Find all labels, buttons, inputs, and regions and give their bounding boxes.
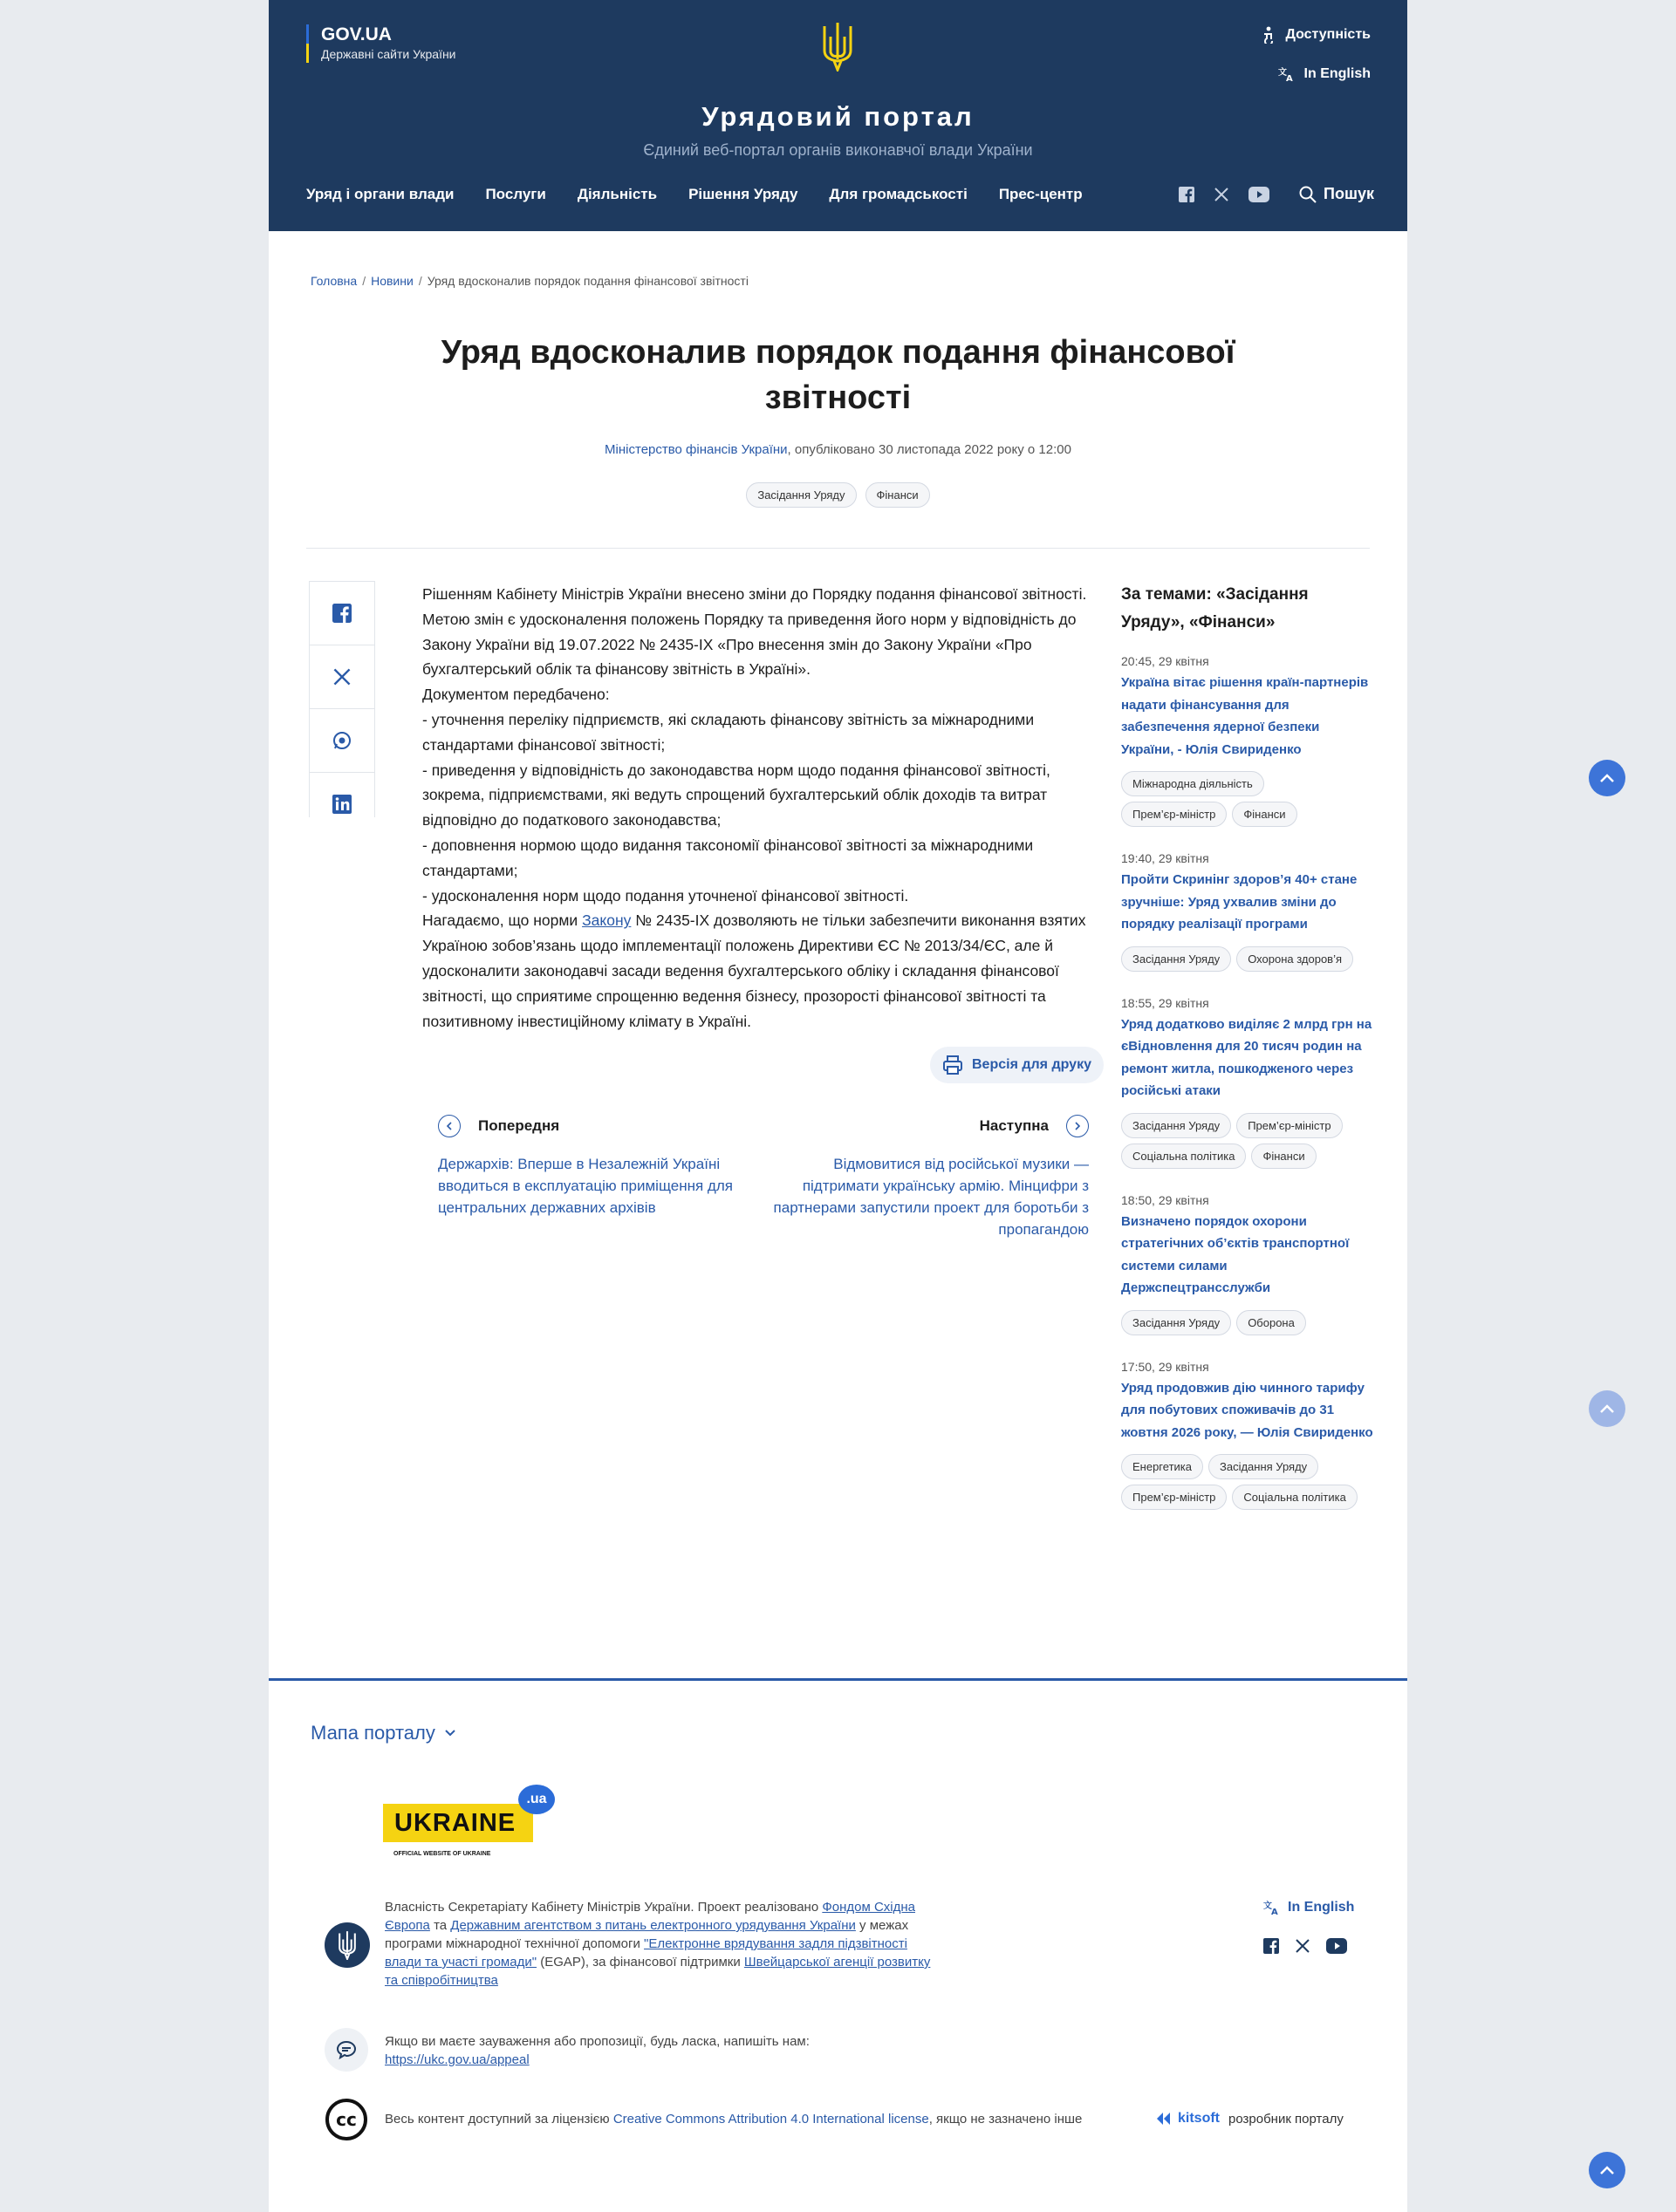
breadcrumb: Головна / Новини / Уряд вдосконалив порядок подання фінансової звітності [311,274,749,288]
nav-item-activity[interactable]: Діяльність [577,186,658,202]
ownership-part: у межах програми міжнародної технічної допомоги [385,1918,909,1951]
english-link[interactable] [1261,62,1371,86]
article-paragraph: Рішенням Кабінету Міністрів України внесено зміни до Порядку подання фінансової звітності. [422,585,1087,603]
main-nav [306,186,1083,203]
article-paragraph [422,908,1094,1034]
ukraine-ua-logo[interactable] [383,1785,566,1863]
egap-program-link[interactable]: "Електронне врядування задля підзвітності влади та участі громади" [385,1936,907,1970]
article-published: , опубліковано 30 листопада 2022 року о 12:00 [787,442,1071,457]
govua-title: GOV.UA [321,24,392,44]
news-title-link[interactable]: Уряд додатково виділяє 2 млрд грн на єВідновлення для 20 тисяч родин на ремонт житла, пошкодженого через російські атаки [1121,1016,1372,1098]
nav-item-press[interactable]: Прес-центр [998,186,1083,202]
nav-item-decisions[interactable]: Рішення Уряду [688,186,798,202]
govua-link[interactable] [306,24,456,63]
news-time: 18:50, 29 квітня [1121,1192,1209,1207]
article-paragraph: - уточнення переліку підприємств, які складають фінансову звітність за міжнародними стандартами фінансової звітності; [422,710,1035,754]
news-tag[interactable]: Прем’єр-міністр [1236,1113,1342,1138]
facebook-icon[interactable] [1179,187,1194,202]
cc-license-link[interactable]: Creative Commons Attribution 4.0 International license [612,2112,929,2127]
news-title-link[interactable]: Пройти Скринінг здоров’я 40+ стане зручніше: Уряд ухвалив зміни до порядку реалізації програми [1121,872,1358,932]
sitemap-toggle[interactable] [311,1722,456,1744]
creative-commons-icon [325,2098,368,2141]
news-tag[interactable]: Засідання Уряду [1208,1454,1318,1479]
article-paragraph: - приведення у відповідність до законодавства норм щодо подання фінансової звітності, зокрема, підприємствами, які ведуть спрощений бухгалтерський облік доходів та витрат відповідно до податкового законодавства; [422,761,1050,830]
chevron-right-icon [1066,1115,1089,1137]
news-item [1121,1193,1374,1335]
footer-english-label: In English [1288,1900,1355,1915]
news-time: 18:55, 29 квітня [1121,995,1209,1010]
developer-label: розробник порталу [1228,2111,1344,2127]
news-time: 19:40, 29 квітня [1121,851,1209,865]
share-linkedin[interactable] [310,773,374,817]
news-item [1121,996,1374,1169]
share-whatsapp[interactable] [310,709,374,773]
logo-badge: .ua [518,1785,555,1814]
article-tags [269,482,1407,508]
facebook-icon[interactable] [1263,1938,1279,1954]
english-label: In English [1303,66,1371,81]
license-text [385,2112,1082,2127]
chevron-up-icon [1599,773,1615,783]
accessibility-link[interactable] [1261,23,1371,47]
prev-article-header[interactable] [438,1115,559,1137]
article-title: Уряд вдосконалив порядок подання фінансової звітності [441,334,1235,416]
breadcrumb-current: Уряд вдосконалив порядок подання фінансової звітності [427,274,749,288]
ownership-text [385,1898,943,1990]
developer-credit [1157,2111,1344,2127]
news-tag[interactable]: Фінанси [1251,1144,1316,1169]
logo-subtext: OFFICIAL WEBSITE OF UKRAINE [393,1851,491,1857]
scroll-top-button[interactable] [1589,2152,1625,2188]
news-time: 17:50, 29 квітня [1121,1359,1209,1374]
article-paragraph: - доповнення нормою щодо видання таксономії фінансової звітності за міжнародними стандартами; [422,836,1034,879]
search-button[interactable] [1299,185,1374,203]
news-tag[interactable]: Соціальна політика [1121,1144,1246,1169]
svg-text:A: A [1285,74,1293,82]
news-title-link[interactable]: Уряд продовжив дію чинного тарифу для побутових споживачів до 31 жовтня 2026 року, — Юлія Свириденко [1121,1380,1373,1440]
kitsoft-name: kitsoft [1178,2111,1220,2126]
news-title-link[interactable]: Визначено порядок охорони стратегічних об’єктів транспортної системи силами Держспецтрансслужби [1121,1213,1350,1295]
article-text: Нагадаємо, що норми [422,911,583,930]
translate-icon [1263,1900,1281,1915]
share-panel [309,581,375,817]
nav-item-services[interactable]: Послуги [485,186,546,202]
tag-finance[interactable]: Фінанси [865,482,930,508]
prev-label: Попередня [478,1117,560,1134]
message-icon [325,2028,368,2072]
news-tag[interactable]: Оборона [1236,1310,1306,1335]
portal-subtitle: Єдиний веб-портал органів виконавчої влади України [643,141,1033,159]
egov-agency-link[interactable]: Державним агентством з питань електронного урядування України [450,1918,856,1933]
share-facebook[interactable] [310,582,374,645]
trident-icon[interactable] [820,21,855,72]
kitsoft-logo-link[interactable] [1157,2111,1220,2127]
kitsoft-logo-icon [1157,2113,1174,2125]
breadcrumb-home[interactable]: Головна [311,274,358,288]
news-title-link[interactable]: Україна вітає рішення країн-партнерів надати фінансування для забезпечення ядерної безпеки України, - Юлія Свириденко [1121,675,1369,757]
share-x[interactable] [310,645,374,709]
news-item [1121,1360,1374,1511]
footer-divider [269,1678,1407,1681]
print-version-label: Версія для друку [972,1057,1091,1072]
search-icon [1299,186,1317,203]
article-paragraph: Метою змін є удосконалення положень Порядку та приведення його норм у відповідність до Закону України від 19.07.2022 № 2435-IX «Про внесення змін до Закону України «Про бухгалтерський облік та фінансову звітність в Україні». [422,610,1077,679]
printer-icon [942,1055,963,1075]
ownership-part: (EGAP), за фінансової підтримки [537,1955,744,1970]
license-part: Весь контент доступний за ліцензією [385,2112,613,2127]
article-paragraph: Документом передбачено: [422,686,610,704]
youtube-icon[interactable] [1248,187,1269,202]
x-icon [332,667,352,686]
ownership-part: Власність Секретаріату Кабінету Міністрів України. Проект реалізовано [385,1900,823,1915]
portal-title[interactable]: Урядовий портал [701,101,975,132]
youtube-icon[interactable] [1326,1938,1347,1954]
swiss-agency-link[interactable]: Швейцарської агенції розвитку та співробітництва [385,1955,931,1988]
govua-subtitle: Державні сайти України [321,47,456,61]
license-part: , якщо не зазначено інше [928,2112,1083,2127]
article-meta [269,442,1407,457]
nav-item-government[interactable]: Уряд і органи влади [306,186,455,202]
chevron-up-icon [1599,2165,1615,2175]
news-tag[interactable]: Енергетика [1121,1454,1203,1479]
news-tag[interactable]: Засідання Уряду [1121,1310,1231,1335]
scroll-top-button[interactable] [1589,1390,1625,1427]
article-text: № 2435-IX дозволяють не тільки забезпечити виконання взятих Україною зобов’язань щодо імплементації положень Директиви ЄС № 2013/34/ЄС, але й удосконалити законодавчі засади ведення бухгалтерського обліку і складання фінансової звітності, що сприятиме спрощенню ведення бізнесу, прозорості фінансової звітності та позитивному інвестиційному клімату в Україні. [422,911,1086,1030]
east-europe-foundation-link[interactable]: Фондом Східна Європа [385,1900,915,1933]
page [269,0,1407,2212]
news-tag[interactable]: Міжнародна діяльність [1121,771,1264,796]
svg-text:cc: cc [336,2109,357,2130]
chevron-down-icon [444,1729,456,1738]
news-tag[interactable]: Прем’єр-міністр [1121,802,1227,827]
prev-article-link[interactable]: Держархів: Вперше в Незалежній Україні вводиться в експлуатацію приміщення для центральних державних архівів [438,1156,733,1216]
news-tag[interactable]: Фінанси [1232,802,1296,827]
news-tag[interactable]: Прем’єр-міністр [1121,1485,1227,1510]
chevron-up-icon [1599,1403,1615,1414]
sitemap-label: Мапа порталу [311,1722,435,1744]
appeal-block [385,2032,810,2069]
whatsapp-icon [332,731,352,750]
translate-icon [1278,66,1296,82]
chevron-left-icon [438,1115,461,1137]
accessibility-icon [1261,26,1276,44]
svg-text:文: 文 [1263,1901,1272,1911]
svg-text:文: 文 [1277,68,1287,78]
news-tag[interactable]: Засідання Уряду [1121,1113,1231,1138]
appeal-text: Якщо ви маєте зауваження або пропозиції, будь ласка, напишіть нам: [385,2034,810,2049]
article-source-link[interactable]: Міністерство фінансів України [605,442,788,457]
tag-cabinet-meeting[interactable]: Засідання Уряду [746,482,856,508]
next-article-header[interactable] [980,1115,1089,1137]
x-icon[interactable] [1295,1938,1310,1954]
next-article-link[interactable]: Відмовитися від російської музики — підтримати українську армію. Мінцифри з партнерами запустили проект для боротьби з пропагандою [773,1156,1089,1238]
news-item [1121,654,1374,827]
next-label: Наступна [979,1117,1049,1134]
article-body [422,582,1094,1034]
law-link[interactable]: Закону [582,911,632,930]
breadcrumb-news[interactable]: Новини [371,274,414,288]
accessibility-label: Доступність [1285,27,1371,42]
news-item [1121,851,1374,972]
scroll-top-button[interactable] [1589,760,1625,796]
article-paragraph: - удосконалення норм щодо подання уточненої фінансової звітності. [422,886,909,905]
search-label: Пошук [1324,185,1374,202]
divider [306,548,1370,549]
news-time: 20:45, 29 квітня [1121,654,1209,668]
nav-item-public[interactable]: Для громадськості [829,186,968,202]
related-news-sidebar [1121,581,1374,1510]
ownership-part: та [429,1918,451,1933]
site-header [269,0,1407,231]
emblem-icon [325,1922,370,1968]
news-tag[interactable]: Засідання Уряду [1121,946,1231,972]
x-icon[interactable] [1214,187,1229,202]
logo-text: UKRAINE [394,1809,516,1837]
footer-english-link[interactable] [1263,1900,1354,1915]
appeal-link[interactable]: https://ukc.gov.ua/appeal [385,2052,530,2067]
svg-text:A: A [1271,1908,1278,1915]
sidebar-title: За темами: «Засідання Уряду», «Фінанси» [1121,585,1309,632]
linkedin-icon [332,795,352,814]
news-tag[interactable]: Охорона здоров’я [1236,946,1353,972]
print-version-button[interactable] [930,1047,1104,1083]
news-tag[interactable]: Соціальна політика [1232,1485,1357,1510]
facebook-icon [332,604,352,623]
